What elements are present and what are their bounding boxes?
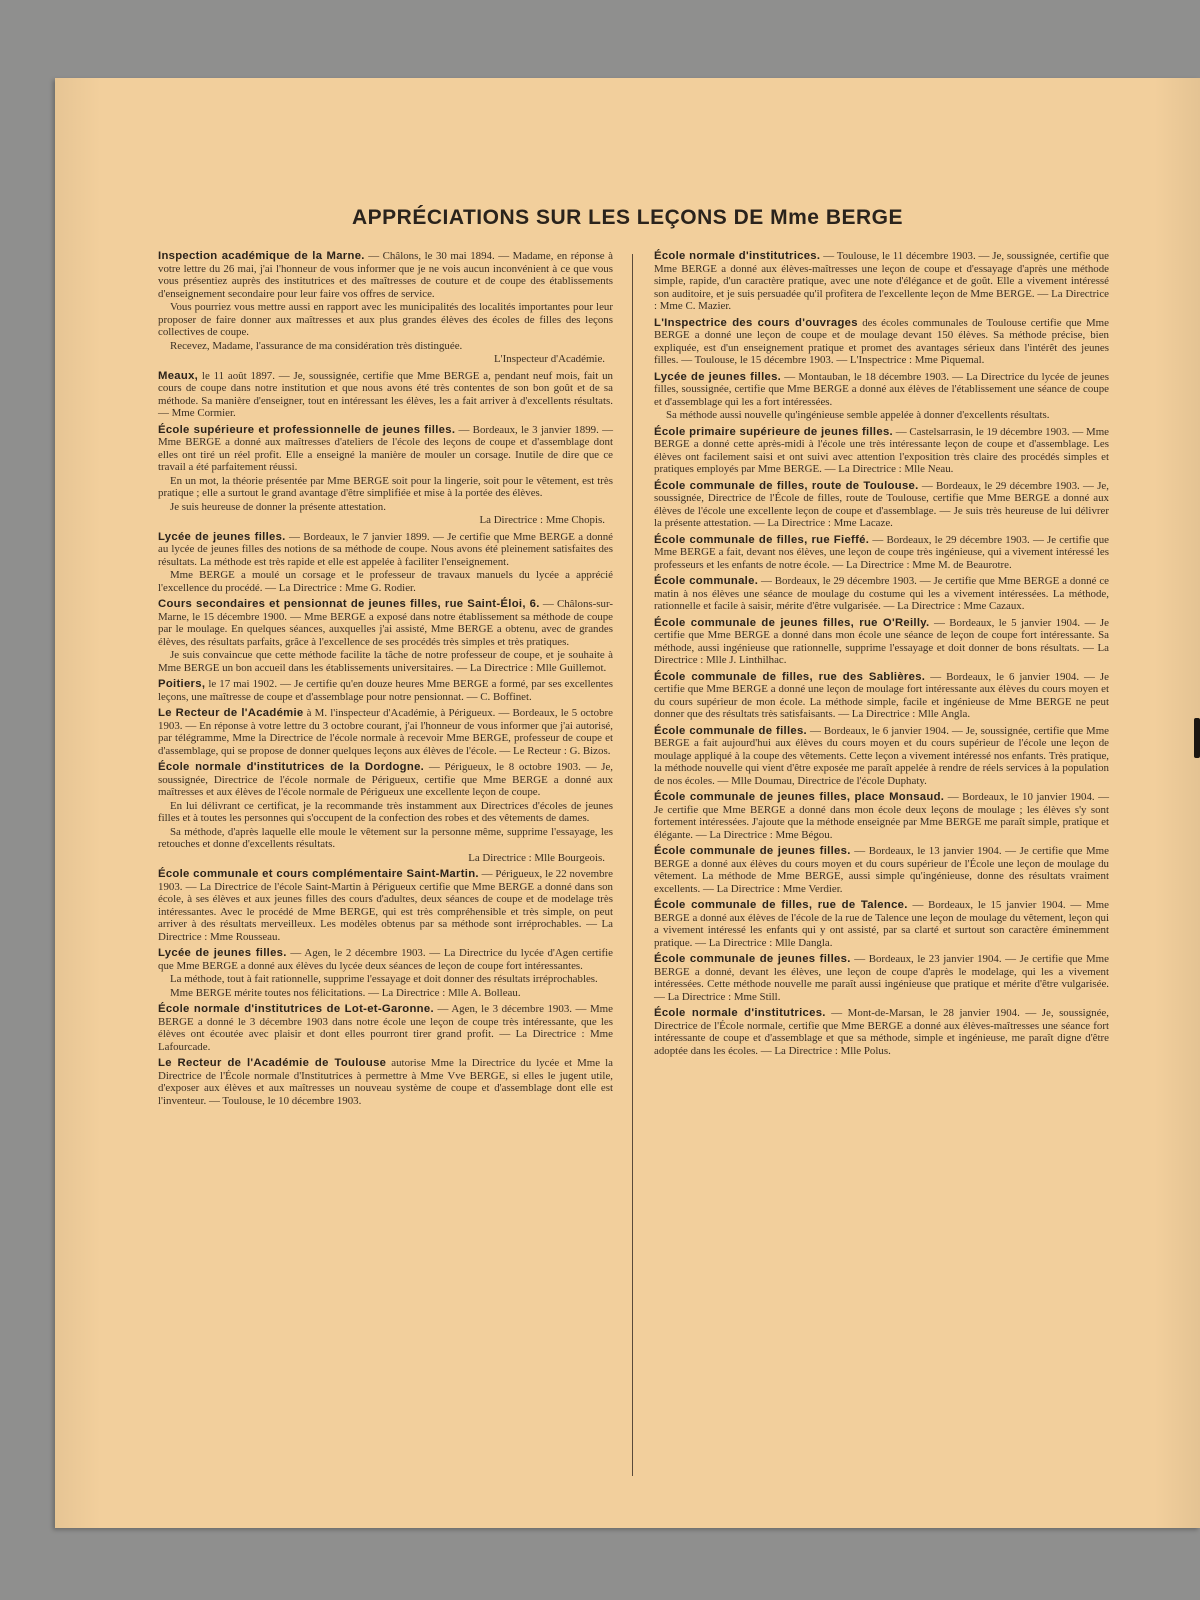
entry-paragraph: Je suis convaincue que cette méthode facilite la tâche de notre professeur de coupe, et je souhaite à Mme BERGE un bon accueil dans les établissements universitaires. — La Directrice : Mlle Guillemot. xyxy=(158,649,613,674)
entry-heading: École normale d'institutrices. xyxy=(654,1007,826,1019)
right-column xyxy=(654,250,1109,1061)
entry-text: — Castelsarrasin, le 19 décembre 1903. — Mme BERGE a donné cette après-midi à l'école une très intéressante leçon de coupe et d'assemblage. Les élèves ont facilement saisi et ont suivi avec attention l'exposition très claire des procédés simples et pratiques employés par Mme BERGE. — La Directrice : Mlle Neau. xyxy=(654,425,1109,475)
testimonial-entry xyxy=(654,426,1109,476)
entry-text: — Châlons, le 30 mai 1894. — Madame, en réponse à votre lettre du 26 mai, j'ai l'honneur de vous informer que je ne vois aucun inconvénient à ce que vous vous présentiez auprès des institutrices et des maîtresses de couture et de coupe des établissements d'enseignement secondaire pour leur faire vos offres de service. xyxy=(158,250,613,300)
entry-paragraph: Sa méthode, d'après laquelle elle moule le vêtement sur la personne même, supprime l'essayage, les retouches et donne d'excellents résultats. xyxy=(158,825,613,850)
testimonial-entry xyxy=(654,575,1109,613)
entry-text: — Bordeaux, le 7 janvier 1899. — Je certifie que Mme BERGE a donné au lycée de jeunes filles des notions de sa méthode de coupe. Nous avons été pleinement satisfaites des résultats. La méthode est très rapide et elle est appelée à faciliter l'enseignement. xyxy=(158,530,613,568)
testimonial-entry xyxy=(654,791,1109,841)
entry-text: — Bordeaux, le 3 janvier 1899. — Mme BERGE a donné aux maîtresses d'ateliers de l'école des leçons de coupe et d'assemblage dont elles ont tiré un réel profit. Elle a enseigné la manière de mouler un corsage. Inutile de dire que ce travail a été parfaitement réussi. xyxy=(158,423,613,473)
testimonial-entry xyxy=(654,671,1109,721)
entry-paragraph: La méthode, tout à fait rationnelle, supprime l'essayage et doit donner des résultats irréprochables. xyxy=(170,973,598,985)
page-title: APPRÉCIATIONS SUR LES LEÇONS DE Mme BERGE xyxy=(351,206,904,229)
testimonial-entry xyxy=(158,250,613,366)
entry-heading: École supérieure et professionnelle de jeunes filles. xyxy=(158,423,456,436)
entry-text: — Bordeaux, le 29 décembre 1903. — Je certifie que Mme BERGE a fait, devant nos élèves, une leçon de coupe très ingénieuse, qui a vivement intéressé les professeurs et les enfants de notre école. — La Directrice : Mme M. de Beaurotre. xyxy=(654,533,1109,571)
entry-text: — Toulouse, le 11 décembre 1903. — Je, soussignée, certifie que Mme BERGE a donné aux élèves-maîtresses une leçon de coupe et d'essayage d'après une méthode simple, rapide, d'un caractère pratique, avec une note d'élégance et de goût. Elle a vivement intéressé son auditoire, et je suis persuadée qu'il profitera de l'excellente leçon de Mme BERGE. — La Directrice : Mme C. Mazier. xyxy=(654,250,1109,312)
entry-paragraph: Mme BERGE mérite toutes nos félicitations. — La Directrice : Mlle A. Bolleau. xyxy=(170,986,521,999)
entry-text: — Montauban, le 18 décembre 1903. — La Directrice du lycée de jeunes filles, soussignée, certifie que Mme BERGE a donné aux élèves de l'établissement une séance de coupe et d'assemblage qui les a fort intéressées. xyxy=(654,370,1109,408)
testimonial-entry xyxy=(654,617,1109,667)
testimonial-entry xyxy=(158,370,613,420)
entry-text: le 11 août 1897. — Je, soussignée, certifie que Mme BERGE a, pendant neuf mois, fait un cours de coupe dans notre institution et que nous avons été très contentes de son bon goût et de sa méthode. Sa manière d'enseigner, tout en intéressant les élèves, les a fait arriver à d'excellents résultats. — Mme Cormier. xyxy=(158,369,613,419)
entry-heading: École communale de jeunes filles. xyxy=(654,845,851,857)
entry-heading: École communale de filles. xyxy=(654,724,807,737)
entry-heading: École communale de jeunes filles. xyxy=(654,953,851,965)
entry-paragraph: Recevez, Madame, l'assurance de ma considération très distinguée. xyxy=(170,339,463,352)
entry-text: — Bordeaux, le 29 décembre 1903. — Je, soussignée, Directrice de l'École de filles, route de Toulouse, certifie que Mme BERGE a donné aux élèves de l'école une excellente leçon de coupe et d'assemblage. — Je suis très heureuse de lui délivrer la présente attestation. — La Directrice : Mme Lacaze. xyxy=(654,479,1109,529)
entry-heading: École communale et cours complémentaire Saint-Martin. xyxy=(158,868,479,880)
edge-mark xyxy=(1194,718,1200,758)
testimonial-entry xyxy=(654,953,1109,1003)
entry-text: — Bordeaux, le 29 décembre 1903. — Je certifie que Mme BERGE a donné ce matin à nos élèves une séance de moulage du costume qui les a vivement intéressées. La méthode, rationnelle et facile à saisir, mérite d'être vulgarisée. — La Directrice : Mme Cazaux. xyxy=(654,575,1109,612)
entry-paragraph: Je suis heureuse de donner la présente attestation. xyxy=(170,500,386,513)
entry-heading: Le Recteur de l'Académie xyxy=(158,707,304,719)
entry-text: — Bordeaux, le 6 janvier 1904. — Je, soussignée, certifie que Mme BERGE a fait aujourd'hui aux élèves du cours moyen et du cours supérieur de l'école une leçon de moulage appliqué à la coupe des vêtements. Cette leçon a vivement intéressé nos enfants. Très pratique, la méthode nouvelle qui vient d'être exposée me paraît appelée à rendre de réels services à la population de nos écoles. — Mlle Doumau, Directrice de l'école Duphaty. xyxy=(654,724,1109,787)
entry-paragraph: Sa méthode aussi nouvelle qu'ingénieuse semble appelée à donner d'excellents résultats. xyxy=(666,409,1050,421)
entry-heading: Lycée de jeunes filles. xyxy=(158,530,286,543)
testimonial-entry xyxy=(158,1057,613,1107)
entry-signature: La Directrice : Mlle Bourgeois. xyxy=(468,851,605,864)
testimonial-entry xyxy=(654,725,1109,788)
document-sheet xyxy=(55,78,1200,1528)
testimonial-entry xyxy=(158,598,613,674)
entry-heading: École normale d'institutrices de la Dordogne. xyxy=(158,761,425,773)
entry-heading: Meaux, xyxy=(158,369,199,382)
testimonial-entry xyxy=(158,761,613,864)
testimonial-entry xyxy=(158,947,613,999)
entry-heading: École communale. xyxy=(654,575,759,587)
entry-heading: École primaire supérieure de jeunes filles. xyxy=(654,425,893,438)
entry-heading: École communale de filles, rue Fieffé. xyxy=(654,533,870,546)
entry-text: — Bordeaux, le 10 janvier 1904. — Je certifie que Mme BERGE a donné dans mon école deux leçons de moulage ; les élèves s'y sont fortement intéressées. J'ajoute que la méthode enseignée par Mme BERGE me paraît simple, pratique et élégante. — La Directrice : Mme Bégou. xyxy=(654,791,1109,841)
entry-text: à M. l'inspecteur d'Académie, à Périgueux. — Bordeaux, le 5 octobre 1903. — En réponse à votre lettre du 3 octobre courant, j'ai l'honneur de vous informer que j'ai autorisé, par télégramme, Mme la Directrice de l'école normale à recevoir Mme BERGE, professeur de coupe et d'assemblage, qui se propose de donner quelques leçons aux élèves de l'école. — Le Recteur : G. Bizos. xyxy=(158,707,613,757)
testimonial-entry xyxy=(158,531,613,595)
entry-text: des écoles communales de Toulouse certifie que Mme BERGE a donné une leçon de coupe et de moulage devant 150 élèves. Sa méthode précise, bien expliquée, est d'un enseignement pratique et promet des avantages sérieux dans l'intérêt des jeunes filles. — Toulouse, le 15 décembre 1903. — L'Inspectrice : Mme Piquemal. xyxy=(654,316,1109,366)
entry-heading: Lycée de jeunes filles. xyxy=(654,370,782,383)
entry-heading: École communale de jeunes filles, place Monsaud. xyxy=(654,791,945,803)
testimonial-entry xyxy=(654,1007,1109,1057)
entry-heading: École communale de filles, route de Toulouse. xyxy=(654,479,919,492)
entry-heading: École normale d'institutrices de Lot-et-Garonne. xyxy=(158,1003,434,1015)
entry-heading: École normale d'institutrices. xyxy=(654,250,821,262)
entry-text: — Mont-de-Marsan, le 28 janvier 1904. — Je, soussignée, Directrice de l'École normale, certifie que Mme BERGE a donné aux élèves-maîtresses une séance fort intéressante de coupe et d'assemblage et que sa méthode, simple et ingénieuse, me paraît digne d'être adoptée dans les écoles. — La Directrice : Mlle Polus. xyxy=(654,1007,1109,1057)
entry-paragraph: En un mot, la théorie présentée par Mme BERGE soit pour la lingerie, soit pour le vêtement, est très pratique ; elle a surtout le grand avantage d'être simplifiée et mise à la portée des élèves. xyxy=(158,474,613,499)
left-column xyxy=(158,250,613,1111)
entry-text: — Bordeaux, le 15 janvier 1904. — Mme BERGE a donné aux élèves de l'école de la rue de Talence une leçon de moulage du vêtement, leçon qui a vivement intéressé les enfants qui y ont assisté, par sa clarté et surtout son caractère éminemment pratique. — La Directrice : Mlle Dangla. xyxy=(654,899,1109,949)
testimonial-entry xyxy=(654,371,1109,422)
entry-heading: Inspection académique de la Marne. xyxy=(158,250,365,262)
entry-text: — Agen, le 3 décembre 1903. — Mme BERGE a donné le 3 décembre 1903 dans notre école une leçon de coupe très intéressante, que les élèves ont écoutée avec plaisir et dont elles pourront tirer grand profit. — La Directrice : Mme Lafourcade. xyxy=(158,1003,613,1053)
testimonial-entry xyxy=(654,317,1109,367)
entry-text: — Châlons-sur-Marne, le 15 décembre 1900. — Mme BERGE a exposé dans notre établissement sa méthode de coupe par le moulage. En quelques séances, auxquelles j'ai assisté, Mme BERGE a obtenu, avec de grandes élèves, des résultats parfaits, grâce à l'excellence de ses procédés très simples et très pratiques. xyxy=(158,598,614,648)
entry-text: le 17 mai 1902. — Je certifie qu'en douze heures Mme BERGE a formé, par ses excellentes leçons, une maîtresse de coupe et d'assemblage pour notre pensionnat. — C. Boffinet. xyxy=(158,678,613,703)
testimonial-entry xyxy=(654,899,1109,949)
testimonial-entry xyxy=(654,480,1109,530)
entry-text: — Bordeaux, le 6 janvier 1904. — Je certifie que Mme BERGE a donné une leçon de moulage fort intéressante aux élèves du cours moyen et du cours supérieur de mon école. La méthode simple, facile et ingénieuse de Mme BERGE ne peut donner que des résultats très satisfaisants. — La Directrice : Mlle Angla. xyxy=(654,670,1109,720)
entry-signature: L'Inspecteur d'Académie. xyxy=(494,353,605,365)
testimonial-entry xyxy=(654,845,1109,895)
testimonial-entry xyxy=(158,1003,613,1053)
entry-text: — Agen, le 2 décembre 1903. — La Directrice du lycée d'Agen certifie que Mme BERGE a donné aux élèves du lycée deux séances de leçon de coupe fort intéressantes. xyxy=(158,947,613,972)
entry-text: — Bordeaux, le 23 janvier 1904. — Je certifie que Mme BERGE a donné, devant les élèves, une leçon de coupe d'après le modelage, qui les a vivement intéressées. Cette méthode nouvelle me paraît aussi ingénieuse que pratique et mérite d'être vulgarisée. — La Directrice : Mme Still. xyxy=(654,953,1109,1003)
entry-heading: L'Inspectrice des cours d'ouvrages xyxy=(654,316,858,329)
entry-heading: Poitiers, xyxy=(158,678,206,690)
entry-text: — Bordeaux, le 13 janvier 1904. — Je certifie que Mme BERGE a donné aux élèves du cours moyen et du cours supérieur de l'École une leçon de moulage du vêtement. La méthode de Mme BERGE, aussi simple qu'ingénieuse, donne des résultats vraiment excellents. — La Directrice : Mme Verdier. xyxy=(654,845,1109,895)
entry-heading: Cours secondaires et pensionnat de jeunes filles, rue Saint-Éloi, 6. xyxy=(158,598,540,610)
entry-text: — Périgueux, le 8 octobre 1903. — Je, soussignée, Directrice de l'école normale de Périgueux, certifie que Mme BERGE a donné aux maîtresses et aux élèves de l'école normale de Périgueux une excellente leçon de coupe. xyxy=(158,761,613,798)
entry-paragraph: En lui délivrant ce certificat, je la recommande très instamment aux Directrices d'écoles de jeunes filles et à toutes les personnes qui s'occupent de la confection des robes et des vêtements de dames. xyxy=(158,799,613,824)
entry-text: — Périgueux, le 22 novembre 1903. — La Directrice de l'école Saint-Martin à Périgueux certifie que Mme BERGE a donné dans son école, à ses élèves et aux jeunes filles des cours d'adultes, deux séances de coupe et de modelage très intéressantes. Avec le procédé de Mme BERGE, qui est très compréhensible et très simple, on peut arriver à des résultats merveilleux. Les modèles obtenus par sa méthode sont irréprochables. — La Directrice : Mme Rousseau. xyxy=(158,868,613,943)
entry-heading: École communale de jeunes filles, rue O'Reilly. xyxy=(654,616,930,629)
entry-heading: Lycée de jeunes filles. xyxy=(158,947,287,959)
testimonial-entry xyxy=(654,250,1109,313)
testimonial-entry xyxy=(158,707,613,757)
entry-heading: École communale de filles, rue des Sablières. xyxy=(654,670,926,683)
entry-heading: Le Recteur de l'Académie de Toulouse xyxy=(158,1057,387,1069)
entry-heading: École communale de filles, rue de Talence. xyxy=(654,899,908,911)
entry-text: — Bordeaux, le 5 janvier 1904. — Je certifie que Mme BERGE a donné dans mon école une séance de leçon de coupe fort intéressante. Sa méthode, aussi ingénieuse que rationnelle, supprime l'essayage et doit donner de bons résultats. — La Directrice : Mlle J. Linthilhac. xyxy=(654,616,1109,666)
testimonial-entry xyxy=(158,678,613,703)
testimonial-entry xyxy=(158,868,613,943)
testimonial-entry xyxy=(654,534,1109,572)
entry-signature: La Directrice : Mme Chopis. xyxy=(479,514,605,526)
column-divider xyxy=(632,254,633,1476)
entry-paragraph: Mme BERGE a moulé un corsage et le professeur de travaux manuels du lycée a apprécié l'excellence du procédé. — La Directrice : Mme G. Rodier. xyxy=(158,569,613,594)
entry-paragraph: Vous pourriez vous mettre aussi en rapport avec les municipalités des localités importantes pour leur proposer de faire donner aux maîtresses et aux plus grandes élèves des écoles de filles des leçons collectives de coupe. xyxy=(158,301,613,338)
testimonial-entry xyxy=(158,424,613,527)
entry-text: autorise Mme la Directrice du lycée et Mme la Directrice de l'École normale d'Institutrices à permettre à Mme Vve BERGE, si elles le jugent utile, d'exposer aux élèves et aux maîtresses un nouveau système de coupe et d'assemblage dont elle est l'inventeur. — Toulouse, le 10 décembre 1903. xyxy=(158,1057,613,1107)
